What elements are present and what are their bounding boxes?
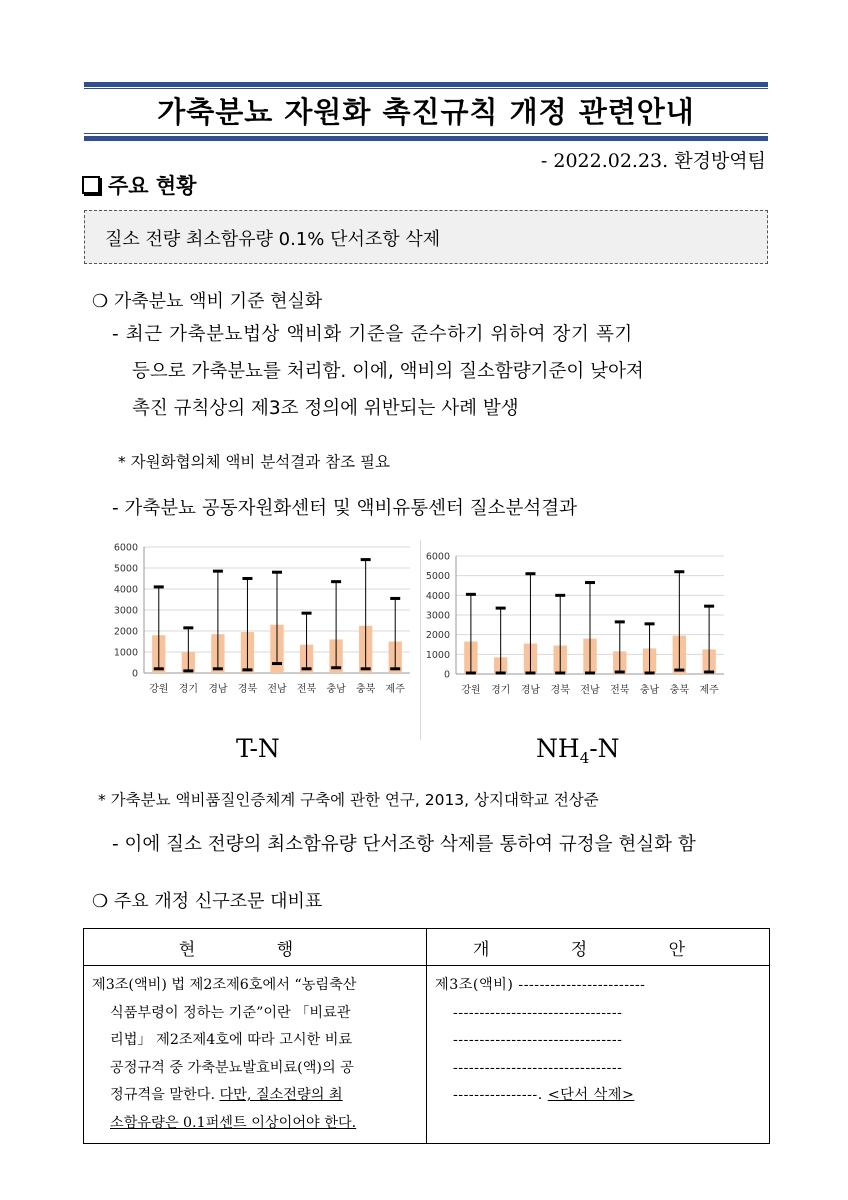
- paragraph-line: 등으로 가축분뇨를 처리함. 이에, 액비의 질소함량기준이 낮아져: [132, 361, 644, 382]
- table-header-row: [84, 929, 770, 966]
- cell-line: [435, 1110, 761, 1138]
- cell-line: 리법」 제2조제4호에 따라 고시한 비료: [110, 1032, 353, 1048]
- y-tick-label: 0: [131, 668, 138, 680]
- x-tick-label: 경북: [550, 685, 570, 696]
- y-tick-label: 2000: [113, 626, 138, 638]
- x-tick-label: 경북: [237, 684, 258, 695]
- underlined-text: 소함유량은 0.1퍼센트 이상이어야 한다.: [110, 1114, 357, 1131]
- cell-line: 공정규격 중 가축분뇨발효비료(액)의 공: [110, 1059, 354, 1076]
- cell-line: [435, 1082, 761, 1110]
- x-tick-label: 제주: [699, 685, 719, 696]
- x-tick-label: 경기: [491, 685, 511, 696]
- chart-title-main: NH: [536, 734, 580, 763]
- bullet-label-2: 주요 개정 신구조문 대비표: [113, 891, 323, 912]
- cell-line: [92, 1082, 418, 1110]
- chart-title-subscript: 4: [579, 749, 590, 767]
- checkbox-square-icon: [82, 176, 100, 194]
- circle-bullet-icon: ❍: [92, 891, 109, 912]
- title-bar-bottom: [84, 136, 768, 141]
- x-tick-label: 충남: [326, 684, 346, 695]
- y-tick-label: 1000: [425, 649, 450, 661]
- comparison-table: [83, 928, 770, 1144]
- chart-title-tn: T-N: [236, 734, 280, 763]
- chart-title-nh4n: [536, 734, 620, 767]
- x-tick-label: 강원: [149, 684, 169, 695]
- y-tick-label: 4000: [425, 590, 450, 602]
- y-tick-label: 3000: [425, 610, 450, 622]
- header-current: 현 행: [84, 929, 427, 966]
- x-tick-label: 강원: [461, 685, 481, 696]
- y-tick-label: 6000: [425, 551, 450, 563]
- y-tick-label: 1000: [113, 647, 138, 659]
- x-tick-label: 충북: [356, 684, 376, 695]
- cell-line: 식품부령이 정하는 기준”이란 「비료관: [110, 1004, 351, 1021]
- chart-tn: [108, 540, 418, 740]
- cell-line: [92, 1110, 418, 1138]
- x-tick-label: 경남: [520, 685, 541, 696]
- note-2: * 가축분뇨 액비품질인증체계 구축에 관한 연구, 2013, 상지대학교 전상준: [98, 791, 599, 809]
- y-tick-label: 5000: [425, 571, 450, 583]
- chart-title-tail: -N: [589, 734, 620, 763]
- y-tick-label: 4000: [113, 584, 138, 596]
- cell-line: --------------------------------: [453, 1032, 623, 1048]
- y-tick-label: 0: [443, 669, 450, 681]
- x-tick-label: 전북: [610, 685, 630, 696]
- title-bar-top: [84, 82, 768, 87]
- section-heading: [82, 170, 196, 200]
- paragraph-line: 촉진 규칙상의 제3조 정의에 위반되는 사례 발생: [132, 398, 519, 419]
- page-title: 가축분뇨 자원화 촉진규칙 개정 관련안내: [157, 95, 695, 129]
- cell-current: [84, 966, 427, 1144]
- x-tick-label: 전북: [296, 684, 317, 695]
- summary-box: [84, 210, 768, 264]
- x-tick-label: 충북: [669, 685, 689, 696]
- bullet-label-1: 가축분뇨 액비 기준 현실화: [113, 291, 323, 312]
- cell-text: ----------------.: [453, 1087, 548, 1103]
- x-tick-label: 충남: [639, 685, 660, 696]
- y-tick-label: 6000: [113, 542, 138, 554]
- y-tick-label: 3000: [113, 605, 138, 617]
- title-rule-top: [84, 88, 768, 89]
- conclusion: - 이에 질소 전량의 최소함유량 단서조항 삭제를 통하여 규정을 현실화 함: [112, 834, 696, 855]
- chart-nh4n: [422, 550, 732, 740]
- y-tick-label: 5000: [113, 563, 138, 575]
- y-tick-label: 2000: [425, 630, 450, 642]
- cell-line: --------------------------------: [453, 1059, 623, 1076]
- table-row: [84, 966, 770, 1144]
- bullet-heading-1: [92, 287, 322, 313]
- underlined-text: <단서 삭제>: [547, 1087, 635, 1103]
- cell-revised: [427, 966, 770, 1144]
- section-label: 주요 현황: [108, 174, 197, 198]
- chart-divider: [420, 540, 421, 740]
- paragraph-line: - 최근 가축분뇨법상 액비화 기준을 준수하기 위하여 장기 폭기: [112, 324, 633, 345]
- bullet-heading-2: [92, 887, 322, 913]
- cell-line: 제3조(액비) 법 제2조제6호에서 “농림축산: [92, 977, 357, 993]
- cell-line: --------------------------------: [453, 1004, 623, 1021]
- title-rule-bottom: [84, 133, 768, 134]
- underlined-text: 다만, 질소전량의 최: [219, 1087, 343, 1103]
- cell-line: 제3조(액비) ------------------------: [435, 977, 646, 993]
- x-tick-label: 제주: [385, 684, 405, 695]
- paragraph-1: [112, 316, 772, 427]
- x-tick-label: 경남: [208, 684, 228, 695]
- circle-bullet-icon: ❍: [92, 291, 109, 312]
- x-tick-label: 전남: [580, 685, 600, 696]
- document-date: - 2022.02.23. 환경방역팀: [540, 150, 766, 172]
- sub-heading: - 가축분뇨 공동자원화센터 및 액비유통센터 질소분석결과: [112, 498, 577, 519]
- note-1: * 자원화협의체 액비 분석결과 참조 필요: [118, 453, 390, 471]
- cell-text: 정규격을 말한다.: [110, 1087, 220, 1103]
- x-tick-label: 경기: [178, 684, 198, 695]
- summary-text: 질소 전량 최소함유량 0.1% 단서조항 삭제: [105, 229, 441, 250]
- header-revised: 개 정 안: [427, 929, 770, 966]
- x-tick-label: 전남: [267, 684, 287, 695]
